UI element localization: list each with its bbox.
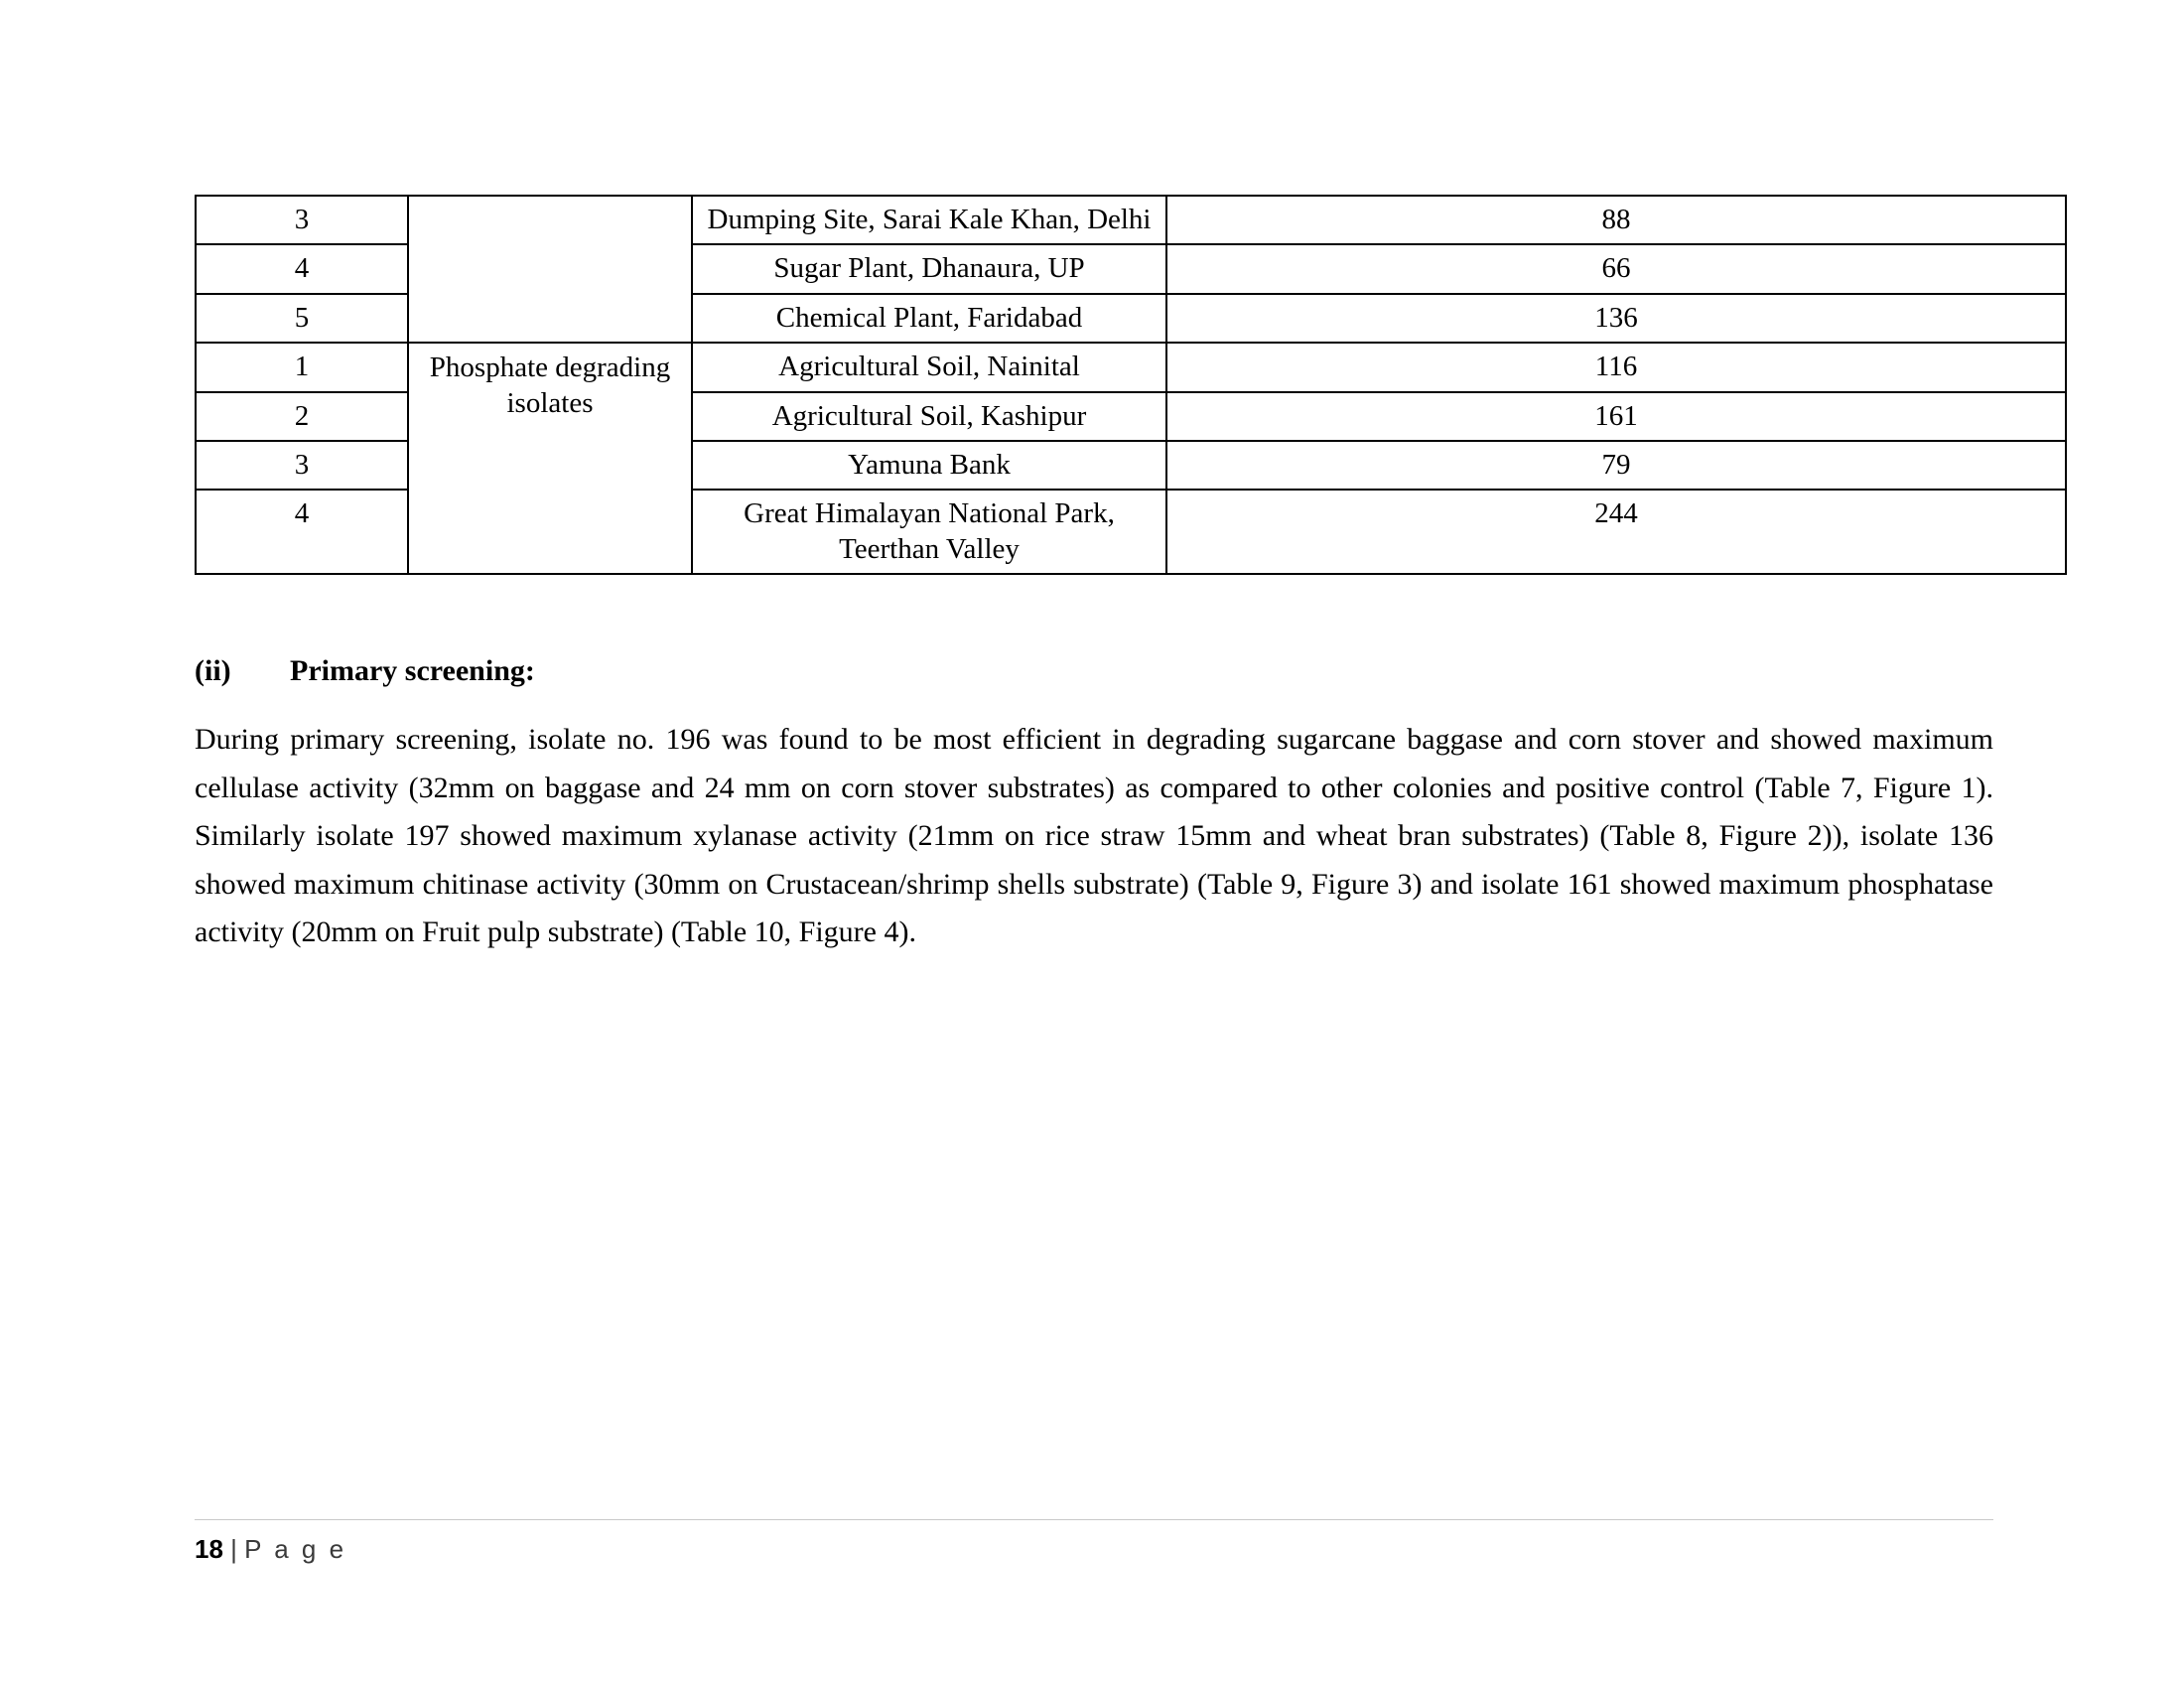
cell-serial-number: 4 — [196, 490, 408, 574]
cell-isolate-number: 116 — [1166, 343, 2066, 391]
group-label-text: Phosphate degrading isolates — [429, 352, 671, 420]
cell-serial-number: 1 — [196, 343, 408, 391]
footer-page-word: P a g e — [244, 1534, 347, 1564]
body-paragraph: During primary screening, isolate no. 196 was found to be most efficient in degrading sugarcane baggase and corn stover and showed maximum cellulase activity (32mm on baggase and 24 mm on corn stover substrates) as compared to other colonies and positive control (Table 7, Figure 1). Similarly isolate 197 showed maximum xylanase activity (21mm on rice straw 15mm and wheat bran substrates) (Table 8, Figure 2)), isolate 136 showed maximum chitinase activity (30mm on Crustacean/shrimp shells substrate) (Table 9, Figure 3) and isolate 161 showed maximum phosphatase activity (20mm on Fruit pulp substrate) (Table 10, Figure 4). — [195, 723, 1993, 949]
cell-isolate-number: 88 — [1166, 196, 2066, 244]
cell-group-empty — [408, 196, 692, 343]
section-title: Primary screening: — [290, 654, 535, 687]
cell-serial-number: 5 — [196, 294, 408, 343]
cell-source: Dumping Site, Sarai Kale Khan, Delhi — [692, 196, 1166, 244]
section-heading — [195, 654, 1993, 688]
footer-divider — [195, 1519, 1993, 1520]
isolates-table — [195, 195, 2067, 575]
cell-source: Yamuna Bank — [692, 441, 1166, 490]
table-row — [196, 196, 2066, 244]
footer-page-label — [195, 1534, 1993, 1565]
cell-isolate-number: 244 — [1166, 490, 2066, 574]
page-footer — [195, 1519, 1993, 1565]
cell-isolate-number: 79 — [1166, 441, 2066, 490]
cell-source: Chemical Plant, Faridabad — [692, 294, 1166, 343]
table-row — [196, 343, 2066, 391]
cell-source: Agricultural Soil, Kashipur — [692, 392, 1166, 441]
page-number: 18 — [195, 1534, 223, 1564]
page-content — [195, 195, 1993, 957]
cell-serial-number: 3 — [196, 441, 408, 490]
cell-source: Agricultural Soil, Nainital — [692, 343, 1166, 391]
cell-serial-number: 3 — [196, 196, 408, 244]
cell-isolate-number: 66 — [1166, 244, 2066, 293]
section-number: (ii) — [195, 654, 231, 687]
cell-group-label — [408, 343, 692, 574]
cell-isolate-number: 161 — [1166, 392, 2066, 441]
cell-serial-number: 4 — [196, 244, 408, 293]
cell-serial-number: 2 — [196, 392, 408, 441]
cell-isolate-number: 136 — [1166, 294, 2066, 343]
cell-source: Sugar Plant, Dhanaura, UP — [692, 244, 1166, 293]
cell-source: Great Himalayan National Park, Teerthan Valley — [692, 490, 1166, 574]
footer-separator: | — [230, 1534, 237, 1564]
